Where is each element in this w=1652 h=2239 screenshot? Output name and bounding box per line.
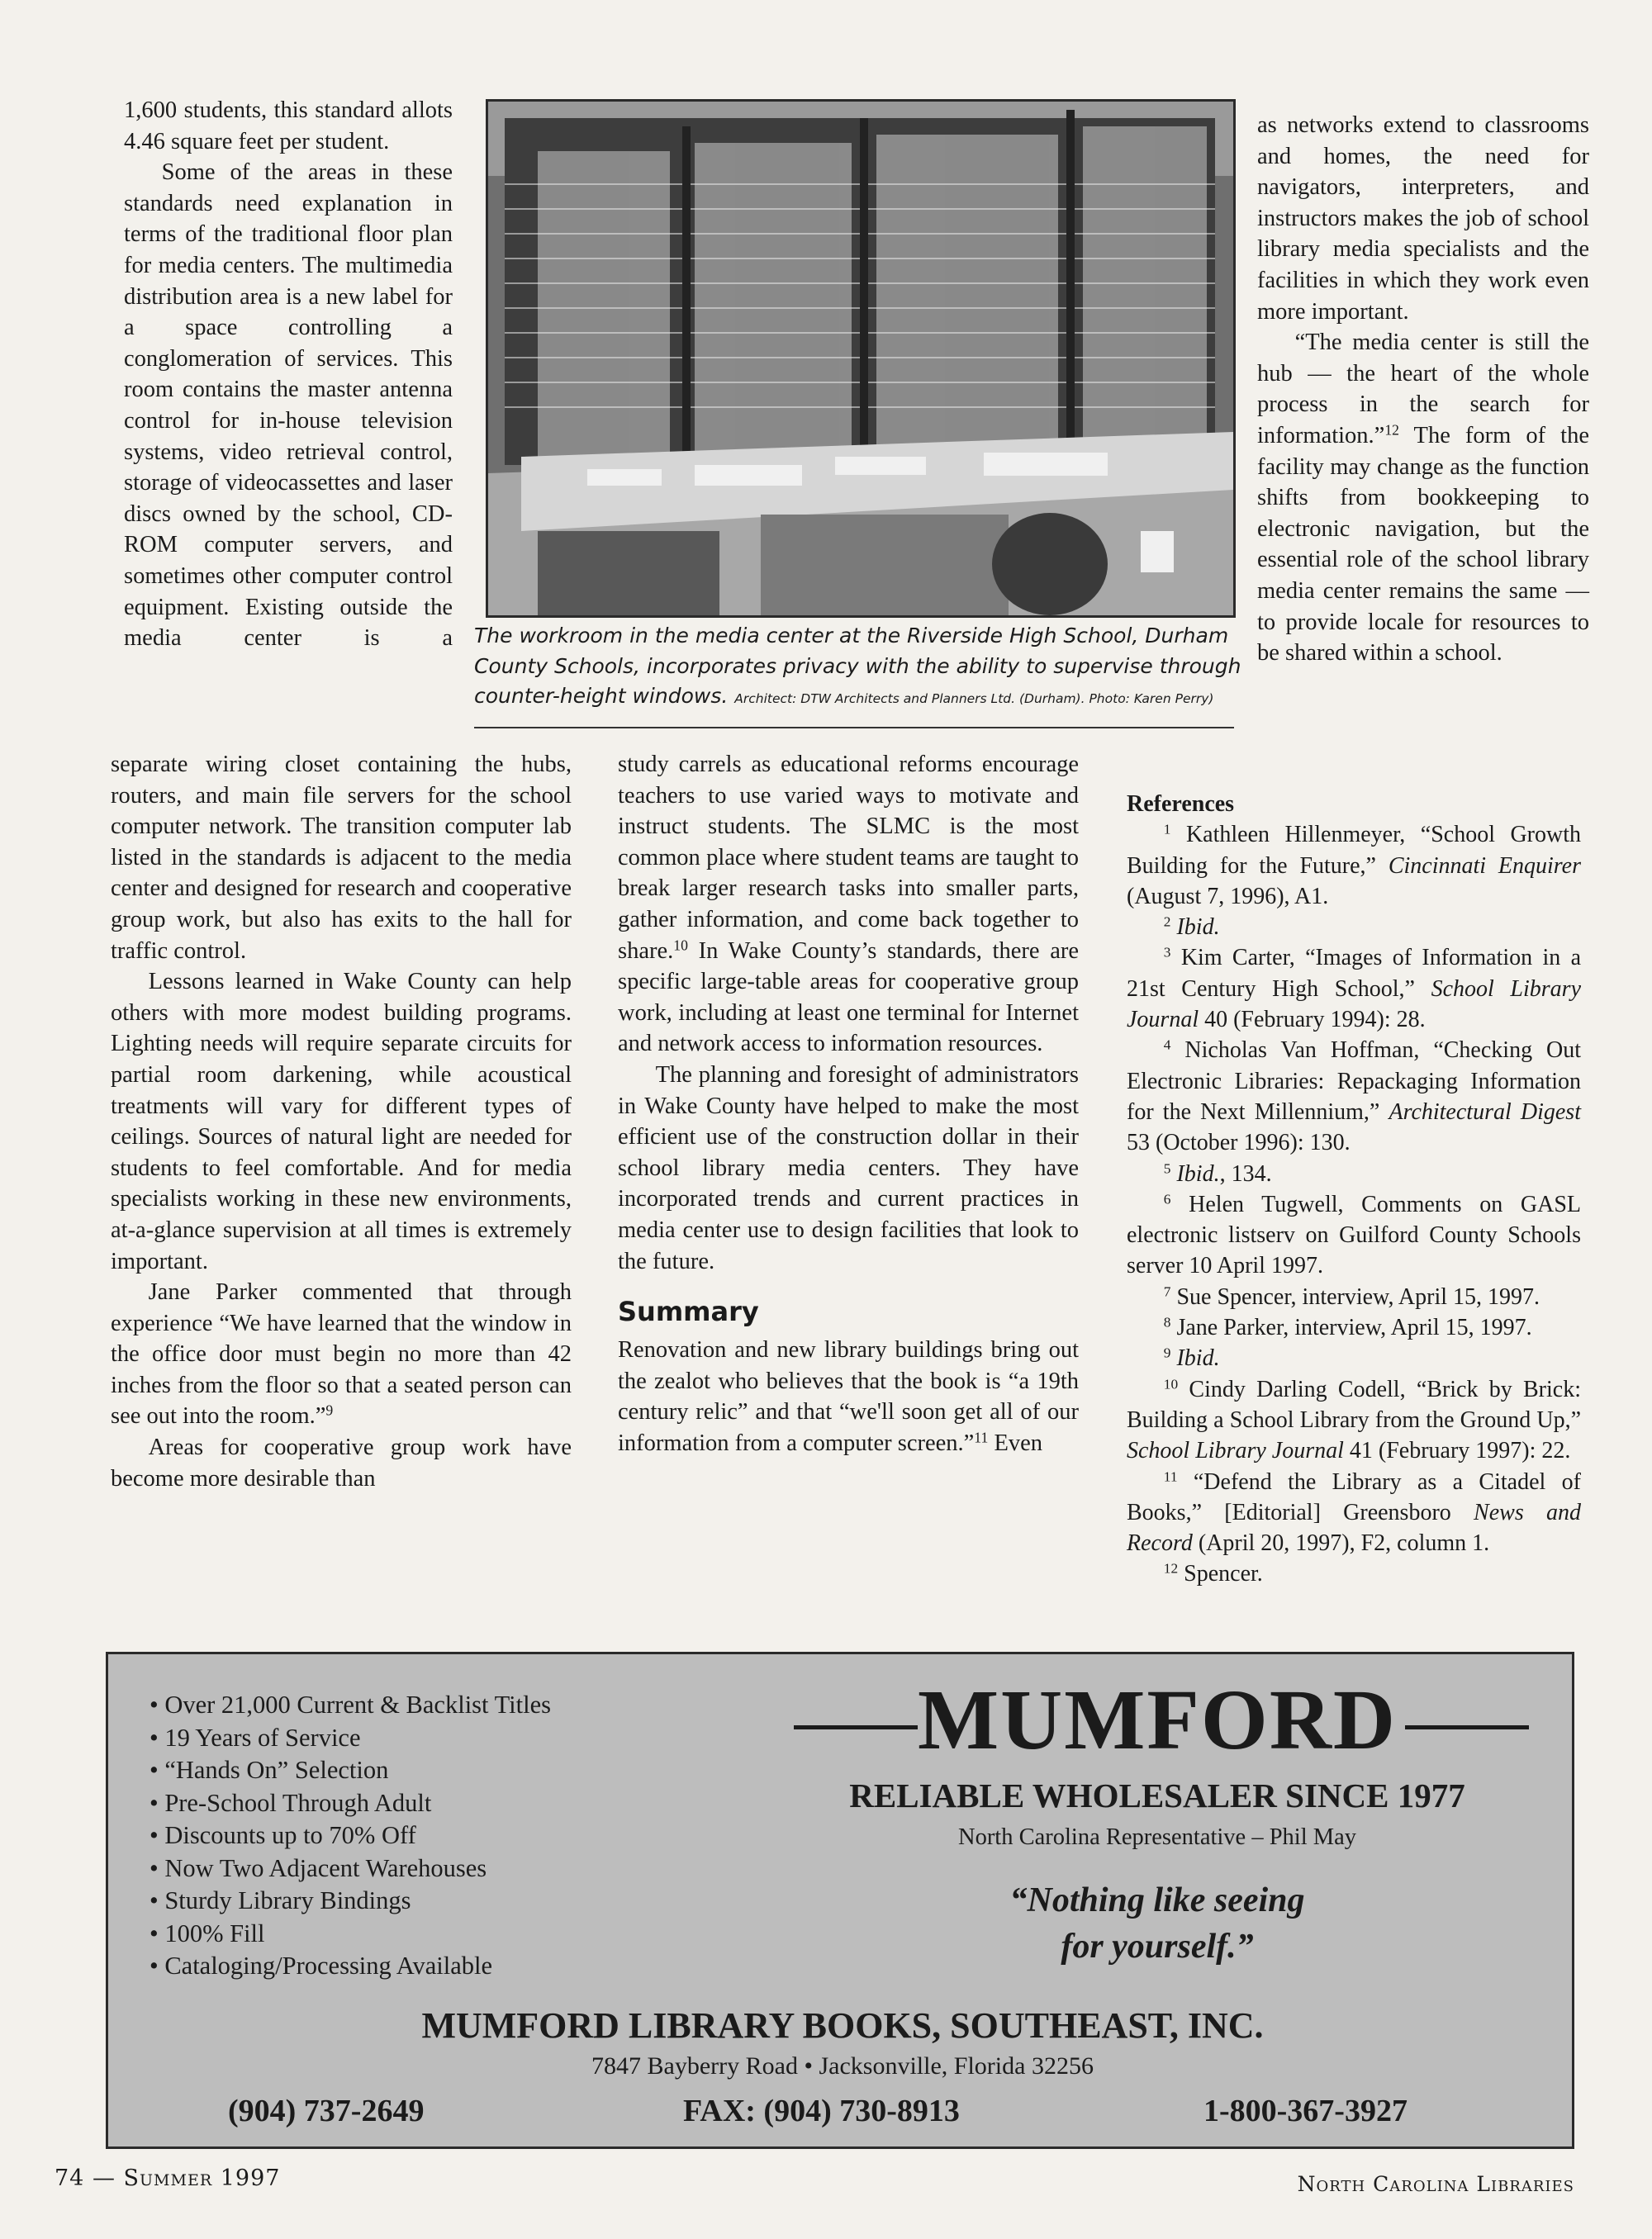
reference-item: $^5$ Ibid., 134. bbox=[1163, 1160, 1272, 1187]
paragraph: as networks extend to classrooms and homes, the need for navigators, interpreters, and instructors makes the job of school library media specialists and the facilities in which they work even more important. bbox=[1257, 112, 1589, 325]
paragraph bbox=[1257, 327, 1589, 669]
reference-number: 5 bbox=[1163, 1160, 1171, 1177]
reference-title: Ibid. bbox=[1176, 1345, 1220, 1372]
mumford-advertisement bbox=[106, 1652, 1574, 2149]
reference-title: Architectural Digest bbox=[1389, 1098, 1581, 1125]
reference-item: $^8$ Jane Parker, interview, April 15, 1997. bbox=[1163, 1314, 1532, 1341]
workroom-photo bbox=[486, 99, 1236, 618]
ad-feature-list bbox=[150, 1689, 551, 1983]
reference-title: School Library Journal bbox=[1127, 1438, 1344, 1464]
reference-number: 7 bbox=[1163, 1283, 1171, 1300]
photo-caption bbox=[474, 621, 1242, 714]
reference-number: 10 bbox=[1163, 1376, 1179, 1392]
references bbox=[1127, 789, 1581, 1590]
column-1-upper bbox=[124, 95, 453, 654]
ad-toll-free: 1-800-367-3927 bbox=[1203, 2094, 1408, 2128]
quote-text: Jane Parker commented that through experience “We have learned that the window in the office door must begin no more than 42 inches from the floor so that a seated person can see out into the room.” bbox=[111, 1279, 572, 1430]
ad-company-name: MUMFORD LIBRARY BOOKS, SOUTHEAST, INC. bbox=[421, 2005, 1264, 2046]
ad-feature-item: • Now Two Adjacent Warehouses bbox=[150, 1852, 551, 1886]
page-number: 74 — bbox=[55, 2165, 124, 2191]
reference-item: $^6$ Helen Tugwell, Comments on GASL electronic listserv on Guilford County Schools server 10 April 1997. bbox=[1127, 1191, 1581, 1279]
ad-feature-item: • 19 Years of Service bbox=[150, 1722, 551, 1755]
caption-text: The workroom in the media center at the Riverside High School, Durham County Schools, incorporates privacy with the ability to supervise through counter-height windows. bbox=[474, 624, 1241, 708]
reference-item: $^3$ Kim Carter, “Images of Information in a 21st Century High School,” School Library Journal 40 (February 1994): 28. bbox=[1127, 944, 1581, 1033]
text: In Wake County’s standards, there are specific large-table areas for cooperative group work, including at least one terminal for Internet and network access to information resources. bbox=[618, 937, 1079, 1057]
reference-title: Ibid. bbox=[1176, 1160, 1220, 1187]
reference-number: 3 bbox=[1163, 944, 1171, 961]
ad-phone: (904) 737-2649 bbox=[228, 2094, 425, 2128]
section-heading-summary: Summary bbox=[618, 1296, 759, 1328]
reference-title: Cincinnati Enquirer bbox=[1388, 852, 1581, 879]
ad-feature-item: • 100% Fill bbox=[150, 1918, 551, 1951]
reference-item bbox=[1127, 912, 1581, 942]
text: study carrels as educational reforms encourage teachers to use varied ways to motivate and instruct students. The SLMC is the most common place where student teams are taught to break larger research tasks into smaller parts, gather information, and come back together to share. bbox=[618, 752, 1079, 964]
reference-item: $^4$ Nicholas Van Hoffman, “Checking Out Electronic Libraries: Repackaging Information for the Next Millennium,” Architectural Digest 53 (October 1996): 130. bbox=[1127, 1036, 1581, 1156]
ad-feature-item: • Pre-School Through Adult bbox=[150, 1787, 551, 1820]
ad-feature-item: • Over 21,000 Current & Backlist Titles bbox=[150, 1689, 551, 1722]
reference-number: 9 bbox=[1163, 1345, 1171, 1361]
text: The form of the facility may change as the function shifts from bookkeeping to electronic navigation, but the essential role of the school library media center remains the same — to provide locale for resources to be shared within a school. bbox=[1257, 422, 1589, 666]
paragraph: Areas for cooperative group work have become more desirable than bbox=[111, 1435, 572, 1492]
column-1-lower bbox=[111, 749, 572, 1494]
paragraph: Lessons learned in Wake County can help others with more modest building programs. Lighting needs will require separate circuits for partial room darkening, while acoustical treatments will vary for different types of ceilings. Sources of natural light are needed for students to feel comfortable. And for media specialists working in these new environments, at-a-glance supervision at all times is extremely important. bbox=[111, 969, 572, 1274]
paragraph bbox=[618, 1335, 1079, 1459]
slogan-line: for yourself.” bbox=[1061, 1928, 1254, 1966]
paragraph bbox=[111, 1277, 572, 1432]
ad-slogan bbox=[786, 1877, 1529, 1970]
column-2 bbox=[618, 749, 1079, 1459]
reference-item: $^7$ Sue Spencer, interview, April 15, 1997. bbox=[1163, 1283, 1540, 1310]
footnote-marker: 9 bbox=[325, 1402, 334, 1419]
reference-number: 11 bbox=[1163, 1468, 1178, 1484]
reference-title: News and Record bbox=[1127, 1499, 1581, 1557]
ad-feature-item: • Sturdy Library Bindings bbox=[150, 1885, 551, 1918]
quote-text: “The media center is still the hub — the heart of the whole process in the search for information.” bbox=[1257, 330, 1589, 448]
paragraph bbox=[618, 749, 1079, 1060]
reference-list bbox=[1127, 819, 1581, 1589]
caption-divider bbox=[474, 727, 1234, 728]
reference-number: 2 bbox=[1163, 913, 1171, 930]
footnote-marker: 12 bbox=[1384, 421, 1399, 439]
slogan-line: “Nothing like seeing bbox=[1009, 1881, 1305, 1919]
paragraph: Some of the areas in these standards need explanation in terms of the traditional floor plan for media centers. The multimedia distribution area is a new label for a space controlling a conglomeration of services. This room contains the master antenna control for in-house television systems, video retrieval control, storage of videocassettes and laser discs owned by the school, CD-ROM computer servers, and sometimes other computer control equipment. Existing outside the media center is a bbox=[124, 159, 453, 652]
reference-item: $^1$ Kathleen Hillenmeyer, “School Growth Building for the Future,” Cincinnati Enquirer (August 7, 1996), A1. bbox=[1127, 821, 1581, 909]
column-3-upper bbox=[1257, 110, 1589, 669]
reference-number: 12 bbox=[1163, 1560, 1179, 1577]
reference-item: $^{12}$ Spencer. bbox=[1163, 1560, 1263, 1587]
footnote-marker: 10 bbox=[673, 936, 688, 953]
ad-address: 7847 Bayberry Road • Jacksonville, Florida 32256 bbox=[591, 2052, 1094, 2080]
reference-item bbox=[1127, 1343, 1581, 1373]
text: Renovation and new library buildings bring out the zealot who believes that the book is “a 19th century relic” and that “we'll soon get all of our information from a computer screen.” bbox=[618, 1337, 1079, 1456]
brand-rule-right bbox=[1405, 1725, 1529, 1729]
issue-date: Summer 1997 bbox=[123, 2165, 281, 2191]
workroom-photo-image bbox=[488, 102, 1233, 615]
footnote-marker: 11 bbox=[974, 1429, 989, 1446]
reference-title: School Library Journal bbox=[1127, 975, 1581, 1033]
page-footer-left bbox=[55, 2165, 280, 2191]
ad-fax: FAX: (904) 730-8913 bbox=[683, 2094, 960, 2128]
paragraph-continued: separate wiring closet containing the hubs, routers, and main file servers for the school computer network. The transition computer lab listed in the standards is adjacent to the media center and designed for research and cooperative group work, but also has exits to the hall for traffic control. bbox=[111, 752, 572, 964]
page-footer-publication: North Carolina Libraries bbox=[1297, 2172, 1574, 2196]
reference-number: 1 bbox=[1163, 821, 1171, 837]
reference-number: 4 bbox=[1163, 1036, 1171, 1053]
paragraph: 1,600 students, this standard allots 4.46 square feet per student. bbox=[124, 97, 453, 154]
reference-number: 6 bbox=[1163, 1191, 1171, 1207]
ad-brand-row bbox=[786, 1672, 1529, 1767]
ad-representative: North Carolina Representative – Phil May bbox=[957, 1824, 1357, 1850]
references-heading: References bbox=[1127, 791, 1235, 817]
reference-item: $^{11}$ “Defend the Library as a Citadel of Books,” [Editorial] Greensboro News and Record (April 20, 1997), F2, column 1. bbox=[1127, 1468, 1581, 1557]
reference-item: $^{10}$ Cindy Darling Codell, “Brick by Brick: Building a School Library from the Ground Up,” School Library Journal 41 (February 1997): 22. bbox=[1127, 1376, 1581, 1464]
reference-number: 8 bbox=[1163, 1314, 1171, 1331]
ad-feature-item: • Discounts up to 70% Off bbox=[150, 1819, 551, 1852]
ad-feature-item: • Cataloging/Processing Available bbox=[150, 1950, 551, 1983]
ad-tagline: RELIABLE WHOLESALER SINCE 1977 bbox=[849, 1776, 1465, 1814]
ad-feature-item: • “Hands On” Selection bbox=[150, 1754, 551, 1787]
text: Even bbox=[988, 1430, 1042, 1456]
reference-title: Ibid. bbox=[1176, 914, 1220, 941]
ad-brand-name: MUMFORD bbox=[917, 1672, 1398, 1767]
photo-credit: Architect: DTW Architects and Planners Ltd. (Durham). Photo: Karen Perry) bbox=[734, 691, 1214, 706]
paragraph: The planning and foresight of administrators in Wake County have helped to make the most efficient use of the construction dollar in their school library media centers. They have incorporated trends and current practices in media center use to design facilities that look to the future. bbox=[618, 1061, 1079, 1274]
